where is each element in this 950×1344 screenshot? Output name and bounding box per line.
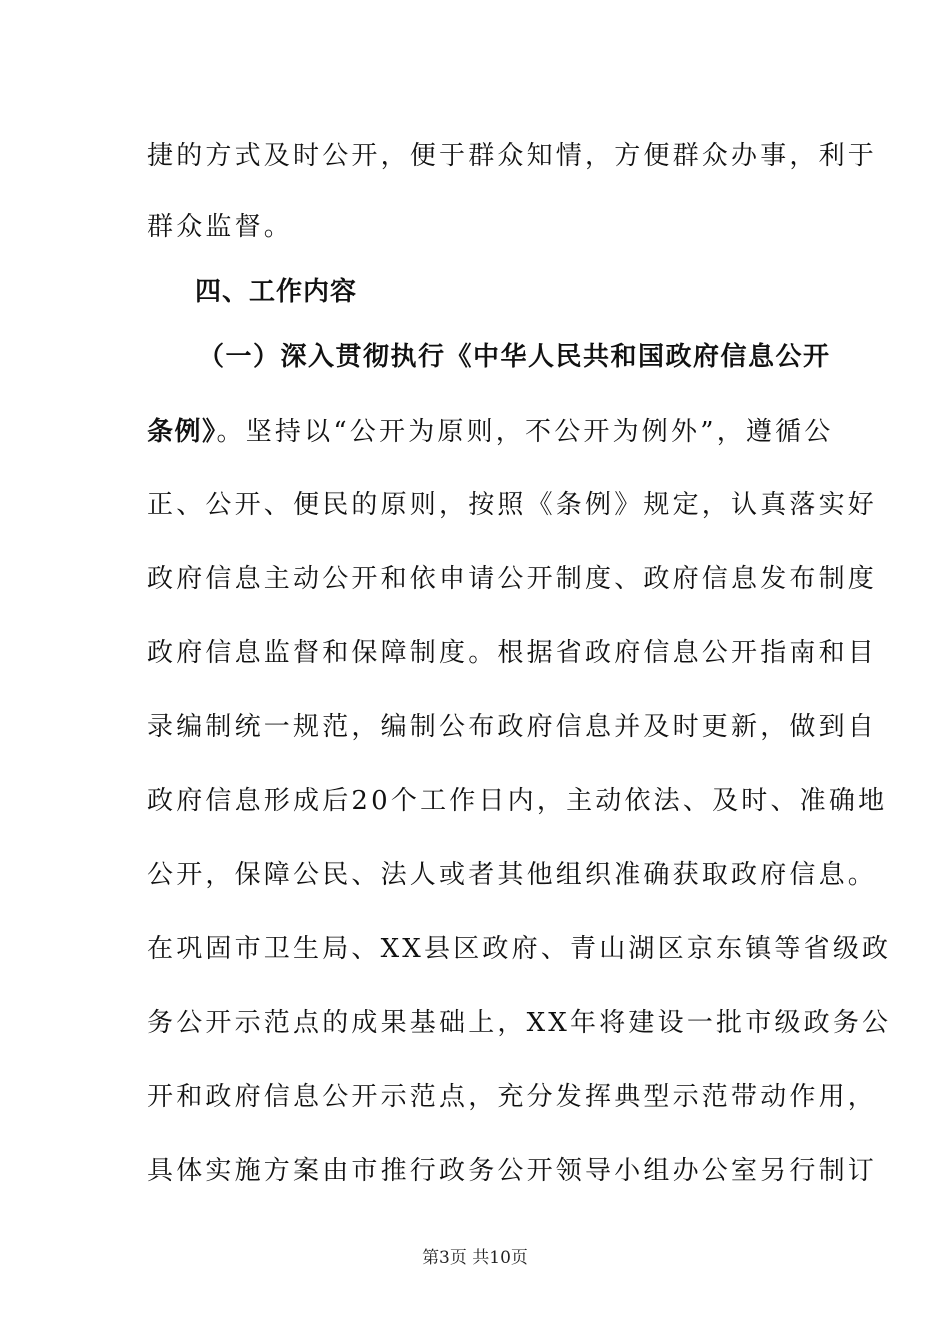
paragraph-line-15: 具体实施方案由市推行政务公开领导小组办公室另行制订	[147, 1156, 878, 1186]
paragraph-line-8: 政府信息监督和保障制度。根据省政府信息公开指南和目	[147, 638, 878, 668]
paragraph-line-6: 正、公开、便民的原则，按照《条例》规定，认真落实好	[147, 490, 878, 520]
section-heading: 四、工作内容	[195, 277, 358, 307]
paragraph-line-14: 开和政府信息公开示范点，充分发挥典型示范带动作用，	[147, 1082, 878, 1112]
paragraph-line-10: 政府信息形成后20个工作日内，主动依法、及时、准确地	[147, 786, 888, 816]
paragraph-line-1: 捷的方式及时公开，便于群众知情，方便群众办事，利于	[147, 141, 878, 171]
paragraph-line-5	[147, 414, 834, 450]
paragraph-line-13: 务公开示范点的成果基础上，XX年将建设一批市级政务公	[147, 1008, 892, 1038]
paragraph-line-5-text: 。坚持以“公开为原则，不公开为例外”，遵循公	[216, 417, 834, 447]
subsection-heading: （一）深入贯彻执行《中华人民共和国政府信息公开	[198, 342, 831, 372]
paragraph-line-2: 群众监督。	[147, 212, 294, 242]
subsection-heading-continued: 条例》	[147, 417, 217, 447]
paragraph-line-12: 在巩固市卫生局、XX县区政府、青山湖区京东镇等省级政	[147, 934, 892, 964]
paragraph-line-7: 政府信息主动公开和依申请公开制度、政府信息发布制度	[147, 564, 878, 594]
page-number-footer: 第3页 共10页	[422, 1248, 528, 1268]
paragraph-line-9: 录编制统一规范，编制公布政府信息并及时更新，做到自	[147, 712, 878, 742]
paragraph-line-11: 公开，保障公民、法人或者其他组织准确获取政府信息。	[147, 860, 878, 890]
